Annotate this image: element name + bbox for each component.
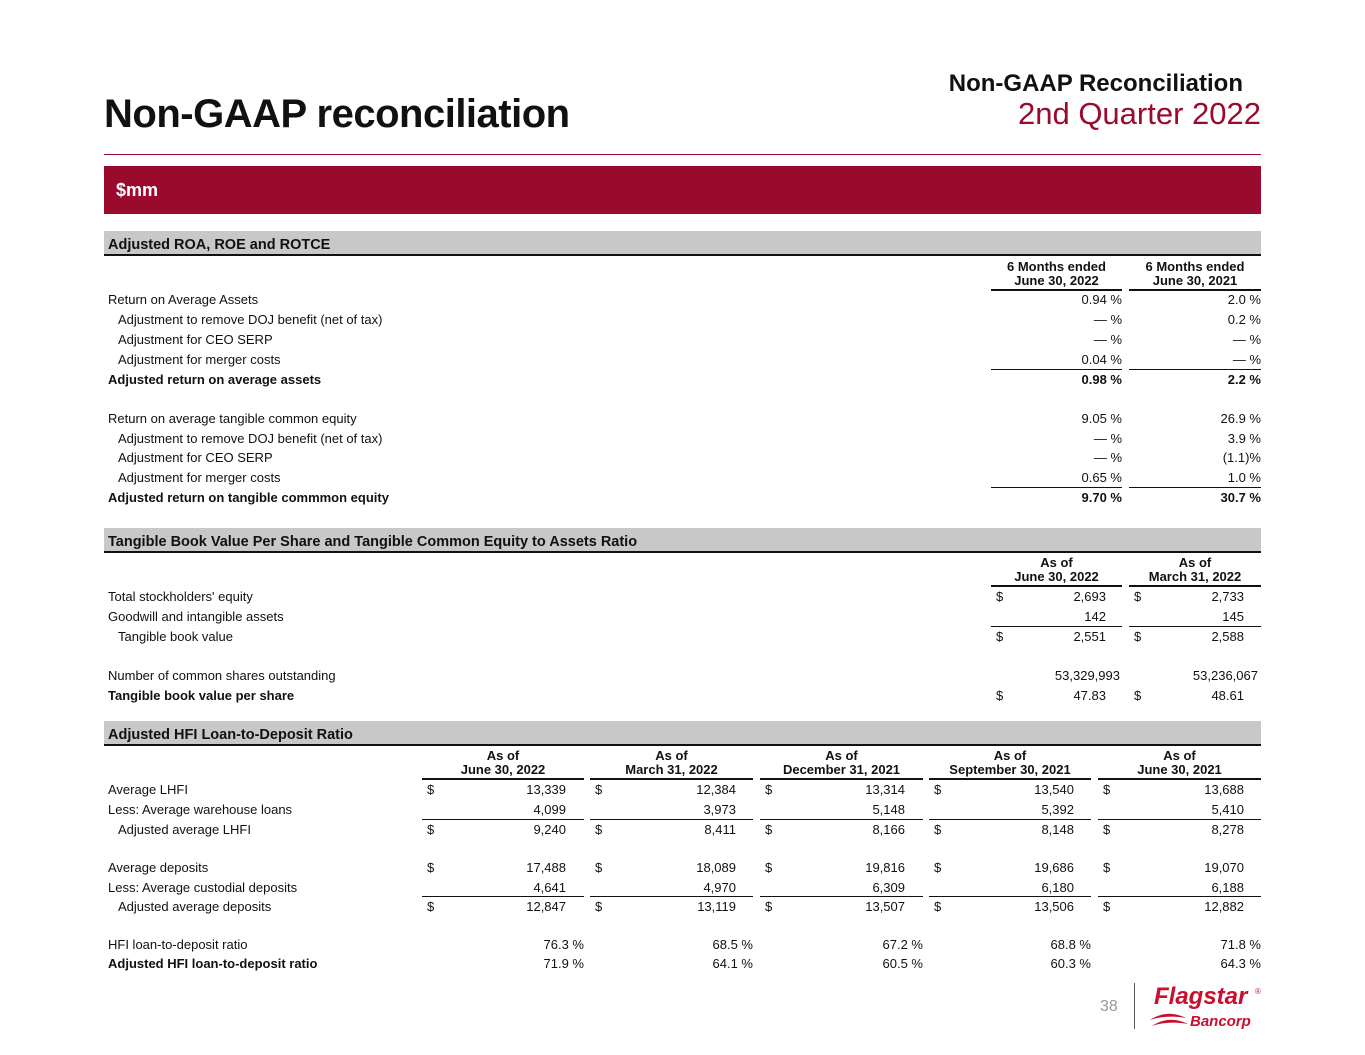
cell-value: 53,236,067 [1192,668,1258,683]
currency-symbol: $ [765,899,773,914]
cell-value: 17,488 [526,860,566,875]
cell-value: 19,686 [1034,860,1074,875]
title-rule [104,154,1261,155]
flagstar-logo [1148,982,1264,1032]
cell-value: 53,329,993 [1054,668,1120,683]
cell-value: 9.70 % [1081,490,1122,505]
cell-value: — % [1232,332,1261,347]
cell-value: 8,411 [704,822,736,837]
cell-value: 0.2 % [1227,312,1261,327]
currency-symbol: $ [996,589,1004,604]
cell-value: 2,733 [1211,589,1244,604]
row-label: Adjustment for merger costs [118,470,281,485]
cell-value: 4,099 [533,802,566,817]
row-label: Adjustment for CEO SERP [118,332,273,347]
row-label: Return on Average Assets [108,292,259,307]
currency-symbol: $ [934,860,942,875]
cell-value: — % [1093,450,1122,465]
cell-value: 9,240 [533,822,566,837]
column-header [929,749,1091,780]
cell-value: 13,339 [526,782,566,797]
cell-value: 5,410 [1211,802,1244,817]
subtotal-rule [1098,896,1261,897]
cell-value: 0.98 % [1081,372,1122,387]
cell-value: 3,973 [703,802,736,817]
units-banner: $mm [104,166,1261,214]
row-label: Adjustment to remove DOJ benefit (net of tax) [118,312,383,327]
section-tangible-book-header: Tangible Book Value Per Share and Tangible Common Equity to Assets Ratio [104,528,1261,553]
cell-value: 71.8 % [1220,937,1261,952]
cell-value: 60.3 % [1050,956,1091,971]
currency-symbol: $ [1134,629,1142,644]
cell-value: 9.05 % [1081,411,1122,426]
cell-value: 64.1 % [712,956,753,971]
column-header-line: June 30, 2022 [1014,273,1099,288]
cell-value: 0.65 % [1081,470,1122,485]
cell-value: 2.0 % [1227,292,1261,307]
cell-value: (1.1)% [1222,450,1261,465]
currency-symbol: $ [595,860,603,875]
subtotal-rule [1129,369,1261,370]
cell-value: 145 [1222,609,1244,624]
row-label: Adjustment for merger costs [118,352,281,367]
subtotal-rule [1098,819,1261,820]
row-label: Goodwill and intangible assets [108,609,284,624]
subtotal-rule [1129,626,1261,627]
column-header [1098,749,1261,780]
currency-symbol: $ [595,782,603,797]
currency-symbol: $ [765,860,773,875]
currency-symbol: $ [765,822,773,837]
column-header-line: As of [1163,748,1196,763]
cell-value: 71.9 % [543,956,584,971]
column-header-line: June 30, 2021 [1152,273,1238,288]
logo-subtitle: Bancorp [1190,1013,1251,1030]
currency-symbol: $ [1103,860,1111,875]
currency-symbol: $ [934,899,942,914]
cell-value: 6,180 [1041,880,1074,895]
row-label: Average LHFI [108,782,188,797]
row-label: Total stockholders' equity [108,589,253,604]
currency-symbol: $ [934,822,942,837]
cell-value: 19,816 [865,860,905,875]
subtotal-rule [991,626,1122,627]
header-right [949,70,1261,130]
cell-value: 6,188 [1211,880,1244,895]
page-number: 38 [1100,998,1118,1015]
subtotal-rule [991,369,1122,370]
cell-value: 5,392 [1041,802,1074,817]
column-header-line: December 31, 2021 [782,762,901,777]
currency-symbol: $ [1134,589,1142,604]
currency-symbol: $ [1103,822,1111,837]
header-section: Non-GAAP Reconciliation [948,70,1243,97]
cell-value: 2,693 [1073,589,1106,604]
logo-registered-mark: ® [1255,987,1261,996]
subtotal-rule [929,819,1091,820]
row-label: Number of common shares outstanding [108,668,336,683]
column-header-line: As of [825,748,858,763]
cell-value: 13,506 [1034,899,1074,914]
cell-value: 26.9 % [1220,411,1261,426]
column-header [760,749,923,780]
currency-symbol: $ [427,782,435,797]
cell-value: 12,847 [526,899,566,914]
currency-symbol: $ [996,688,1004,703]
subtotal-rule [760,819,923,820]
column-header-line: March 31, 2022 [1148,569,1242,584]
cell-value: 13,314 [865,782,905,797]
column-header-line: 6 Months ended [1007,259,1106,274]
cell-value: 68.8 % [1050,937,1091,952]
cell-value: 67.2 % [882,937,923,952]
cell-value: 64.3 % [1220,956,1261,971]
logo-swoosh [1152,1020,1188,1026]
currency-symbol: $ [427,899,435,914]
row-label: Adjustment for CEO SERP [118,450,273,465]
cell-value: 18,089 [696,860,736,875]
currency-symbol: $ [427,860,435,875]
row-label: Adjusted return on tangible commmon equity [108,490,389,505]
footer-divider [1134,983,1135,1029]
cell-value: 6,309 [872,880,905,895]
cell-value: 13,507 [865,899,905,914]
cell-value: — % [1093,431,1122,446]
cell-value: 12,882 [1204,899,1244,914]
cell-value: 13,688 [1204,782,1244,797]
column-header-line: June 30, 2022 [460,762,546,777]
cell-value: 8,148 [1041,822,1074,837]
row-label: HFI loan-to-deposit ratio [108,937,248,952]
row-label: Adjusted average LHFI [118,822,251,837]
column-header-line: As of [655,748,688,763]
row-label: Less: Average custodial deposits [108,880,298,895]
cell-value: 4,970 [703,880,736,895]
row-label: Less: Average warehouse loans [108,802,293,817]
cell-value: 2,551 [1073,629,1106,644]
row-label: Adjusted HFI loan-to-deposit ratio [108,956,318,971]
cell-value: 5,148 [872,802,905,817]
cell-value: 142 [1084,609,1106,624]
cell-value: 47.83 [1073,688,1106,703]
cell-value: 2.2 % [1227,372,1261,387]
cell-value: 2,588 [1211,629,1244,644]
row-label: Adjusted average deposits [118,899,272,914]
cell-value: 13,540 [1034,782,1074,797]
column-header-line: 6 Months ended [1145,259,1245,274]
row-label: Tangible book value per share [108,688,295,703]
cell-value: — % [1232,352,1261,367]
subtotal-rule [1129,487,1261,488]
cell-value: 60.5 % [882,956,923,971]
column-header-line: As of [993,748,1027,763]
currency-symbol: $ [1103,782,1111,797]
header-period: 2nd Quarter 2022 [1017,96,1261,131]
cell-value: 4,641 [533,880,566,895]
row-label: Average deposits [108,860,209,875]
cell-value: 1.0 % [1227,470,1261,485]
cell-value: 30.7 % [1220,490,1261,505]
cell-value: 8,278 [1211,822,1244,837]
subtotal-rule [991,487,1122,488]
cell-value: 12,384 [696,782,736,797]
cell-value: — % [1093,312,1122,327]
row-label: Adjustment to remove DOJ benefit (net of tax) [118,431,383,446]
column-header-line: March 31, 2022 [625,762,718,777]
cell-value: 0.04 % [1081,352,1122,367]
cell-value: 68.5 % [712,937,753,952]
cell-value: 76.3 % [543,937,584,952]
currency-symbol: $ [934,782,942,797]
cell-value: — % [1093,332,1122,347]
column-header [422,749,584,780]
cell-value: 13,119 [697,899,736,914]
currency-symbol: $ [1134,688,1142,703]
subtotal-rule [422,819,584,820]
column-header-line: As of [486,748,520,763]
cell-value: 8,166 [872,822,905,837]
currency-symbol: $ [765,782,773,797]
column-header-line: As of [1040,555,1073,570]
page-title: Non-GAAP reconciliation [104,92,570,136]
currency-symbol: $ [427,822,435,837]
column-header-line: June 30, 2021 [1137,762,1222,777]
column-header-line: September 30, 2021 [949,762,1071,777]
subtotal-rule [590,896,753,897]
logo-wordmark: Flagstar [1154,983,1248,1010]
column-header [991,260,1122,291]
currency-symbol: $ [595,899,603,914]
row-label: Adjusted return on average assets [108,372,322,387]
column-header [1129,260,1261,291]
logo-swoosh [1150,1014,1186,1020]
column-header [590,749,753,780]
cell-value: 19,070 [1204,860,1244,875]
column-header [991,556,1122,587]
currency-symbol: $ [595,822,603,837]
subtotal-rule [760,896,923,897]
subtotal-rule [590,819,753,820]
currency-symbol: $ [1103,899,1111,914]
subtotal-rule [422,896,584,897]
column-header-line: June 30, 2022 [1014,569,1099,584]
section-roa-roe-header: Adjusted ROA, ROE and ROTCE [104,231,1261,256]
column-header [1129,556,1261,587]
row-label: Return on average tangible common equity [108,411,357,426]
section-loan-to-deposit-header: Adjusted HFI Loan-to-Deposit Ratio [104,721,1261,746]
cell-value: 48.61 [1211,688,1244,703]
cell-value: 3.9 % [1227,431,1261,446]
cell-value: 0.94 % [1081,292,1122,307]
row-label: Tangible book value [118,629,233,644]
column-header-line: As of [1178,555,1212,570]
subtotal-rule [929,896,1091,897]
currency-symbol: $ [996,629,1004,644]
